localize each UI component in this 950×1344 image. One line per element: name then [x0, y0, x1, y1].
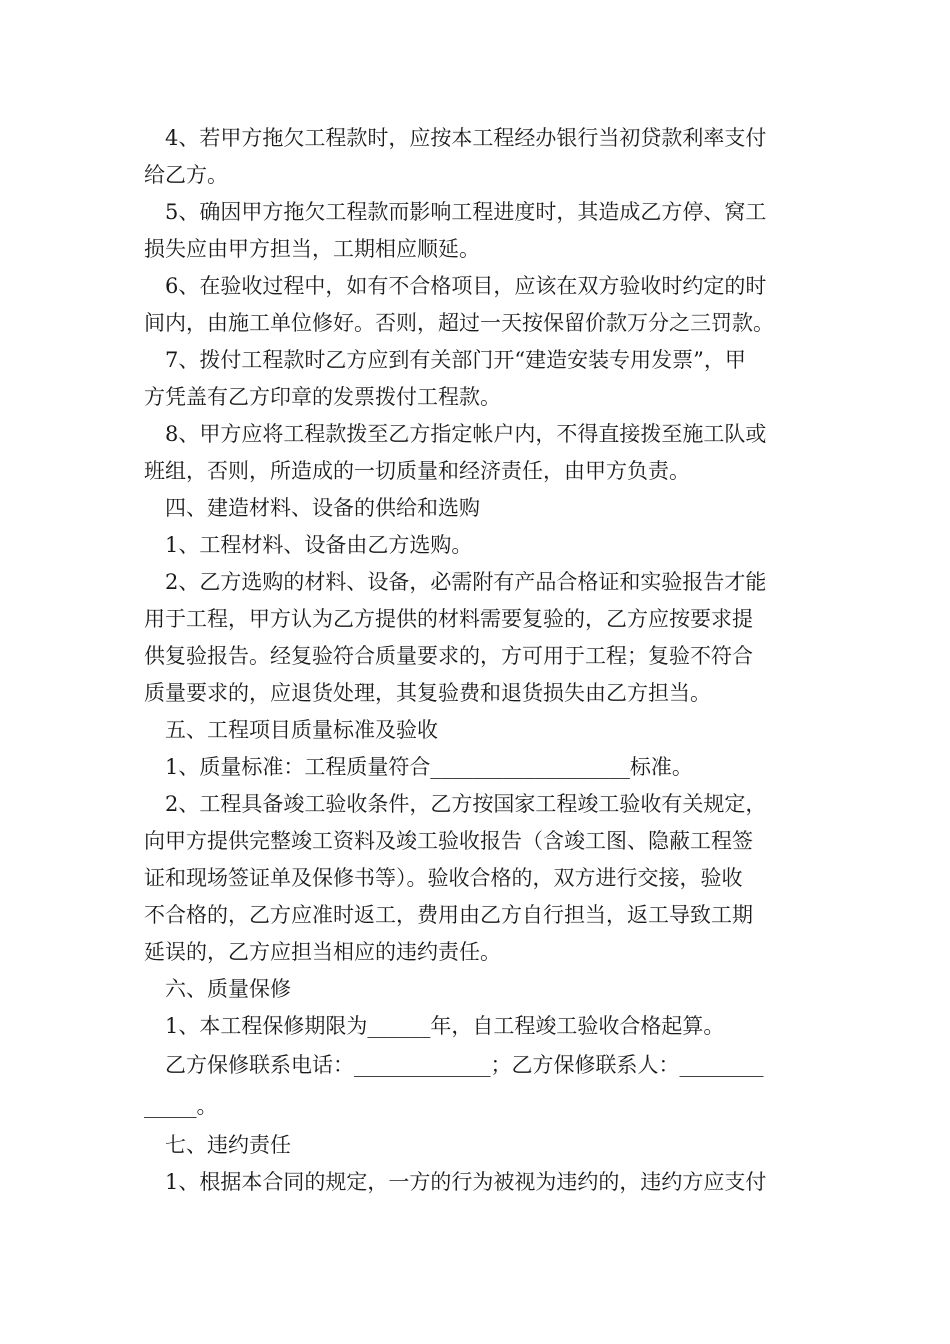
- document-page: [144, 120, 808, 1201]
- section-heading: 四、建造材料、设备的供给和选购: [165, 496, 480, 520]
- paragraph-line: _____。: [144, 1094, 218, 1118]
- paragraph-line: 1、质量标准：工程质量符合___________________标准。: [165, 755, 693, 779]
- paragraph-line: 方凭盖有乙方印章的发票拨付工程款。: [144, 385, 501, 409]
- paragraph-line: 供复验报告。经复验符合质量要求的，方可用于工程；复验不符合: [144, 644, 753, 668]
- paragraph-line: 1、工程材料、设备由乙方选购。: [165, 533, 473, 557]
- paragraph-line: 延误的，乙方应担当相应的违约责任。: [144, 940, 501, 964]
- paragraph-line: 向甲方提供完整竣工资料及竣工验收报告（含竣工图、隐蔽工程签: [144, 829, 753, 853]
- paragraph-line: 损失应由甲方担当，工期相应顺延。: [144, 237, 480, 261]
- paragraph-line: 6、在验收过程中，如有不合格项目，应该在双方验收时约定的时: [165, 274, 767, 298]
- paragraph-line: 1、根据本合同的规定，一方的行为被视为违约的，违约方应支付: [165, 1170, 767, 1194]
- paragraph-line: 2、工程具备竣工验收条件，乙方按国家工程竣工验收有关规定，: [165, 792, 767, 816]
- paragraph-line: 班组，否则，所造成的一切质量和经济责任，由甲方负责。: [144, 459, 690, 483]
- section-heading: 六、质量保修: [165, 977, 291, 1001]
- paragraph-line: 7、拨付工程款时乙方应到有关部门开“建造安装专用发票”，甲: [165, 348, 746, 372]
- paragraph-line: 4、若甲方拖欠工程款时，应按本工程经办银行当初贷款利率支付: [165, 126, 767, 150]
- paragraph-line: 不合格的，乙方应准时返工，费用由乙方自行担当，返工导致工期: [144, 903, 753, 927]
- paragraph-line: 5、确因甲方拖欠工程款而影响工程进度时，其造成乙方停、窝工: [165, 200, 767, 224]
- paragraph-line: 1、本工程保修期限为______年，自工程竣工验收合格起算。: [165, 1014, 725, 1038]
- paragraph-line: 2、乙方选购的材料、设备，必需附有产品合格证和实验报告才能: [165, 570, 767, 594]
- paragraph-line: 间内，由施工单位修好。否则，超过一天按保留价款万分之三罚款。: [144, 311, 774, 335]
- paragraph-line: 证和现场签证单及保修书等）。验收合格的，双方进行交接，验收: [144, 866, 743, 890]
- paragraph-line: 给乙方。: [144, 163, 228, 187]
- paragraph-line: 8、甲方应将工程款拨至乙方指定帐户内，不得直接拨至施工队或: [165, 422, 767, 446]
- section-heading: 五、工程项目质量标准及验收: [165, 718, 438, 742]
- section-heading: 七、违约责任: [165, 1133, 291, 1157]
- paragraph-line: 乙方保修联系电话：_____________；乙方保修联系人：________: [165, 1053, 764, 1077]
- paragraph-line: 质量要求的，应退货处理，其复验费和退货损失由乙方担当。: [144, 681, 711, 705]
- paragraph-line: 用于工程，甲方认为乙方提供的材料需要复验的，乙方应按要求提: [144, 607, 753, 631]
